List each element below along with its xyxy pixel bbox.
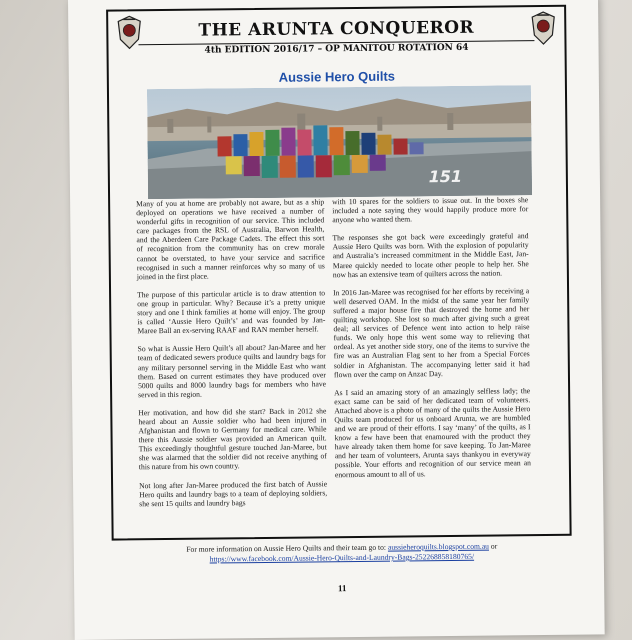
edition-line: 4th EDITION 2016/17 – OP MANITOU ROTATION 64 (204, 42, 469, 56)
masthead (108, 9, 564, 58)
page-border (106, 5, 572, 541)
facebook-link[interactable]: https://www.facebook.com/Aussie-Hero-Quilts-and-Laundry-Bags-252268858180765/ (209, 551, 475, 564)
footer-text: For more information on Aussie Hero Quilts and their team go to: (186, 542, 387, 554)
paragraph: The responses she got back were exceedingly grateful and Aussie Hero Quilts was born. With the explosion of popularity and Australia’s increased commitment in the Middle East, Jan-Maree quickly needed to locate other people to help her. She now has an extensive team of quilters across the nation. (332, 231, 529, 279)
ship-crest-icon (530, 11, 556, 45)
newsletter-page (68, 0, 605, 640)
blog-link[interactable]: aussieheroquilts.blogspot.com.au (387, 541, 490, 552)
footer-info (112, 541, 572, 566)
hull-number: 151 (426, 167, 464, 187)
paragraph: Not long after Jan-Maree produced the first batch of Aussie Hero quilts and laundry bags to a team of deploying soldiers, she sent 15 quilts and laundry bags (139, 478, 328, 508)
quilts-on-deck-photo (147, 85, 532, 199)
paragraph: with 10 spares for the soldiers to issue out. In the boxes she included a note saying they would happily produce more for anyone who wanted them. (332, 195, 529, 225)
article-column-left (136, 197, 327, 517)
paragraph: In 2016 Jan-Maree was recognised for her efforts by receiving a well deserved OAM. In the midst of the same year her family suffered a major house fire that destroyed the home and her quilting workshop. She lost so much after giving such a great deal; all services of Defence went into action to help raise funds. We only hope this went some way to relieving that ordeal. As yet another side story, one of the items to survive the fire was an Australian Flag sent to her from a Special Forces soldier in Afghanistan. The accompanying letter said it had flown over the camp on Anzac Day. (333, 285, 530, 379)
paragraph: Her motivation, and how did she start? Back in 2012 she heard about an Aussie soldier who had been injured in Afghanistan and flown to Germany for medical care. While there this Aussie soldier was provided an American quilt. This exceedingly thoughtful gesture touched Jan-Maree, but she was alarmed that the soldier did not receive anything of this nature from his own country. (138, 406, 327, 472)
paragraph: As I said an amazing story of an amazingly selfless lady; the exact same can be said of her dedicated team of volunteers. Attached above is a photo of many of the quilts the Aussie Hero Quilts team produced for us onboard Arunta, we are humbled and we are proud of their efforts. I say ‘many’ of the quilts, as I know a few have been that enamoured with the product they have already taken them home for save keeping. To Jan-Maree and her team of volunteers, Arunta says thankyou in everyway possible. Your efforts and recognition of our service mean an enormous amount to all of us. (334, 385, 531, 479)
paragraph: The purpose of this particular article is to draw attention to one group in particular. Why? Because it’s a pretty unique story and one I think families at home will enjoy. The group is called ‘Aussie Hero Quilt’s’ and was founded by Jan-Maree Ball an ex-serving RAAF and RAN member herself. (137, 288, 326, 336)
paragraph: Many of you at home are probably not aware, but as a ship deployed on operations we have received a number of wonderful gifts in recognition of our service. This included care packages from the RSL of Australia, Barwon Health, and the Aberdeen Care Package Cadets. The effect this sort of recognition from the community has on crew morale cannot be overstated, to have your service and sacrifice recognised in such a manner reinforces why so many of us joined in the first place. (136, 197, 325, 282)
newsletter-title: THE ARUNTA CONQUEROR (198, 17, 475, 41)
footer-connector: or (490, 541, 498, 551)
paragraph: So what is Aussie Hero Quilt’s all about? Jan-Maree and her team of dedicated sewers produce quilts and laundry bags for any military personnel serving in the Middle East who want them. Based on current estimates they have produced over 5000 quilts and 8000 laundry bags for members who have served in this region. (137, 342, 327, 400)
article-headline: Aussie Hero Quilts (278, 68, 396, 85)
article-column-right (332, 195, 531, 488)
page-number: 11 (337, 583, 347, 594)
